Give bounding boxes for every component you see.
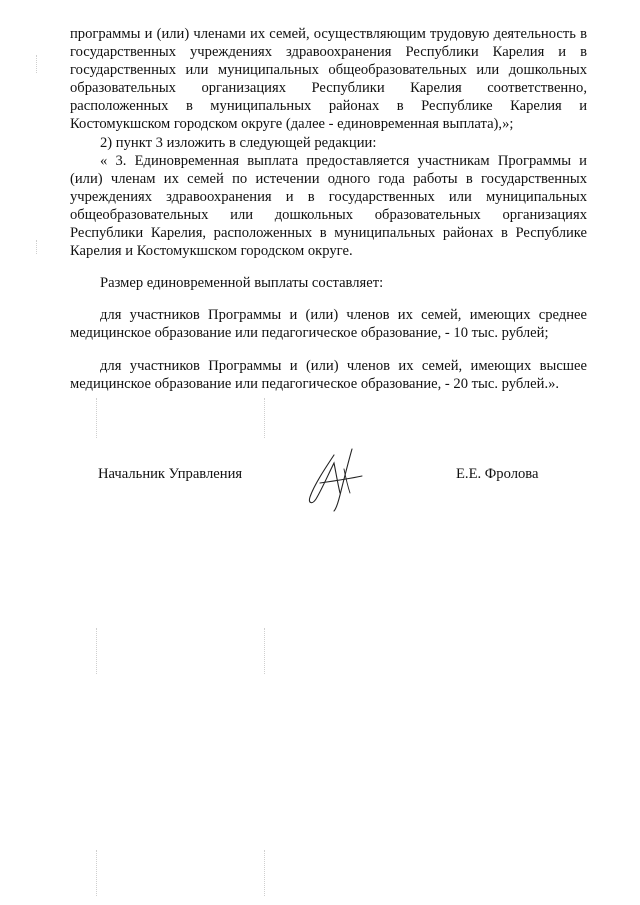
scan-artifact-line (264, 850, 266, 896)
paragraph-payment-size: Размер единовременной выплаты составляет: (100, 275, 384, 292)
paragraph-item-2: 2) пункт 3 изложить в следующей редакции: (100, 134, 377, 151)
signatory-name: Е.Е. Фролова (456, 466, 539, 482)
scan-artifact-line (264, 628, 266, 674)
paragraph-continuation: программы и (или) членами их семей, осуществляющим трудовую деятельность в государственных учреждениях здравоохранения Республики Карелия и в государственных или муниципальных общеобразовательных или дошкольных образовательных организациях Республики Карелия соответственно, расположенных в муниципальных районах в Республике Карелия и Костомукшском городском округе (далее - единовременная выплата),»; (70, 26, 587, 133)
scan-artifact-line (264, 398, 266, 438)
document-body (70, 25, 587, 393)
scan-artifact-line (36, 240, 38, 254)
scan-artifact-line (96, 628, 98, 674)
scan-artifact-line (96, 850, 98, 896)
paragraph-secondary-education: для участников Программы и (или) членов их семей, имеющих среднее медицинское образование или педагогическое образование, - 10 тыс. рублей; (70, 307, 587, 342)
signatory-title: Начальник Управления (98, 466, 243, 482)
handwritten-signature (300, 445, 372, 515)
scan-artifact-line (36, 55, 38, 73)
paragraph-new-point-3: « 3. Единовременная выплата предоставляется участникам Программы и (или) членам их семей по истечении одного года работы в государственных учреждениях здравоохранения и в государственных или муниципальных общеобразовательных или дошкольных образовательных организациях Республики Карелия, расположенных в муниципальных районах в Республике Карелия и Костомукшском городском округе. (70, 152, 587, 260)
paragraph-higher-education: для участников Программы и (или) членов их семей, имеющих высшее медицинское образование или педагогическое образование, - 20 тыс. рублей.». (70, 357, 587, 392)
scan-artifact-line (96, 398, 98, 438)
